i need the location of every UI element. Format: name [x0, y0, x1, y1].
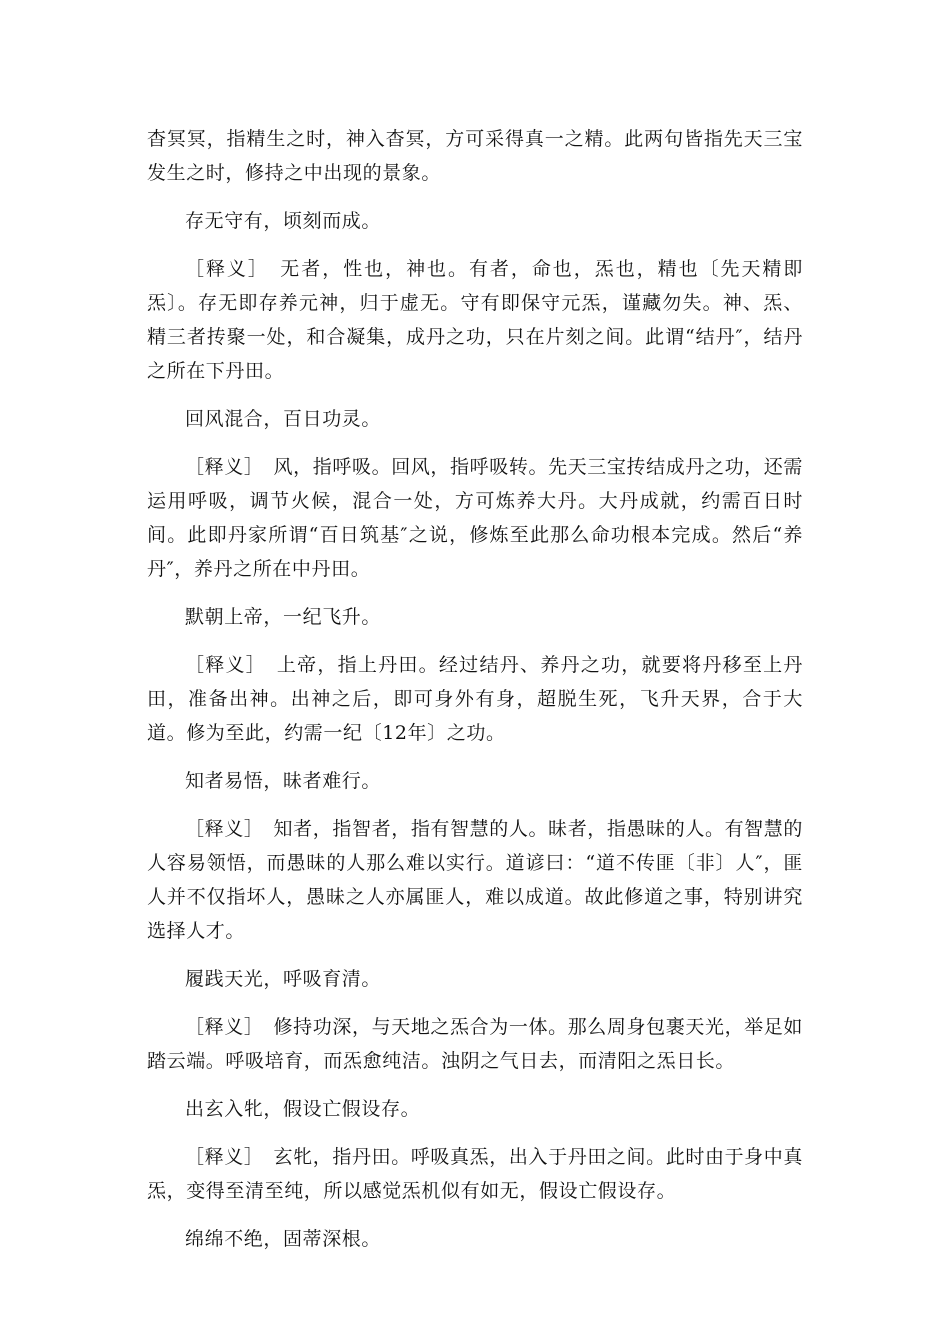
- verse-line: 绵绵不绝，固蒂深根。: [185, 1228, 382, 1250]
- explanation-paragraph: ［释义］ 风，指呼吸。回风，指呼吸转。先天三宝抟结成丹之功，还需运用呼吸，调节火候，混合一处，方可炼养大丹。大丹成就，约需百日时间。此即丹家所谓“百日筑基″之说，修炼至此那么命功根本完成。然后“养丹″，养丹之所在中丹田。: [147, 456, 803, 580]
- verse-line: 默朝上帝，一纪飞升。: [185, 606, 382, 628]
- paragraph-continuation: 杳冥冥，指精生之时，神入杳冥，方可采得真一之精。此两句皆指先天三宝发生之时，修持之中出现的景象。: [147, 128, 803, 184]
- document-page: [147, 122, 803, 1270]
- explanation-paragraph: ［释义］ 知者，指智者，指有智慧的人。昧者，指愚昧的人。有智慧的人容易领悟，而愚昧的人那么难以实行。道谚曰：“道不传匪〔非〕人″，匪人并不仅指坏人，愚昧之人亦属匪人，难以成道。故此修道之事，特别讲究选择人才。: [147, 818, 803, 942]
- explanation-paragraph: ［释义］ 上帝，指上丹田。经过结丹、养丹之功，就要将丹移至上丹田，准备出神。出神之后，即可身外有身，超脱生死，飞升天界，合于大道。修为至此，约需一纪〔12年〕之功。: [147, 654, 803, 744]
- verse-line: 回风混合，百日功灵。: [185, 408, 382, 430]
- explanation-paragraph: ［释义］ 修持功深，与天地之炁合为一体。那么周身包裹天光，举足如踏云端。呼吸培育，而炁愈纯洁。浊阴之气日去，而清阳之炁日长。: [147, 1016, 803, 1072]
- explanation-paragraph: ［释义］ 无者，性也，神也。有者，命也，炁也，精也〔先天精即炁〕。存无即存养元神，归于虚无。守有即保守元炁，谨藏勿失。神、炁、精三者抟聚一处，和合凝集，成丹之功，只在片刻之间。此谓“结丹″，结丹之所在下丹田。: [147, 258, 803, 382]
- explanation-paragraph: ［释义］ 玄牝，指丹田。呼吸真炁，出入于丹田之间。此时由于身中真炁，变得至清至纯，所以感觉炁机似有如无，假设亡假设存。: [147, 1146, 803, 1202]
- verse-line: 履践天光，呼吸育清。: [185, 968, 382, 990]
- verse-line: 存无守有，顷刻而成。: [185, 210, 382, 232]
- verse-line: 出玄入牝，假设亡假设存。: [185, 1098, 421, 1120]
- verse-line: 知者易悟，昧者难行。: [185, 770, 382, 792]
